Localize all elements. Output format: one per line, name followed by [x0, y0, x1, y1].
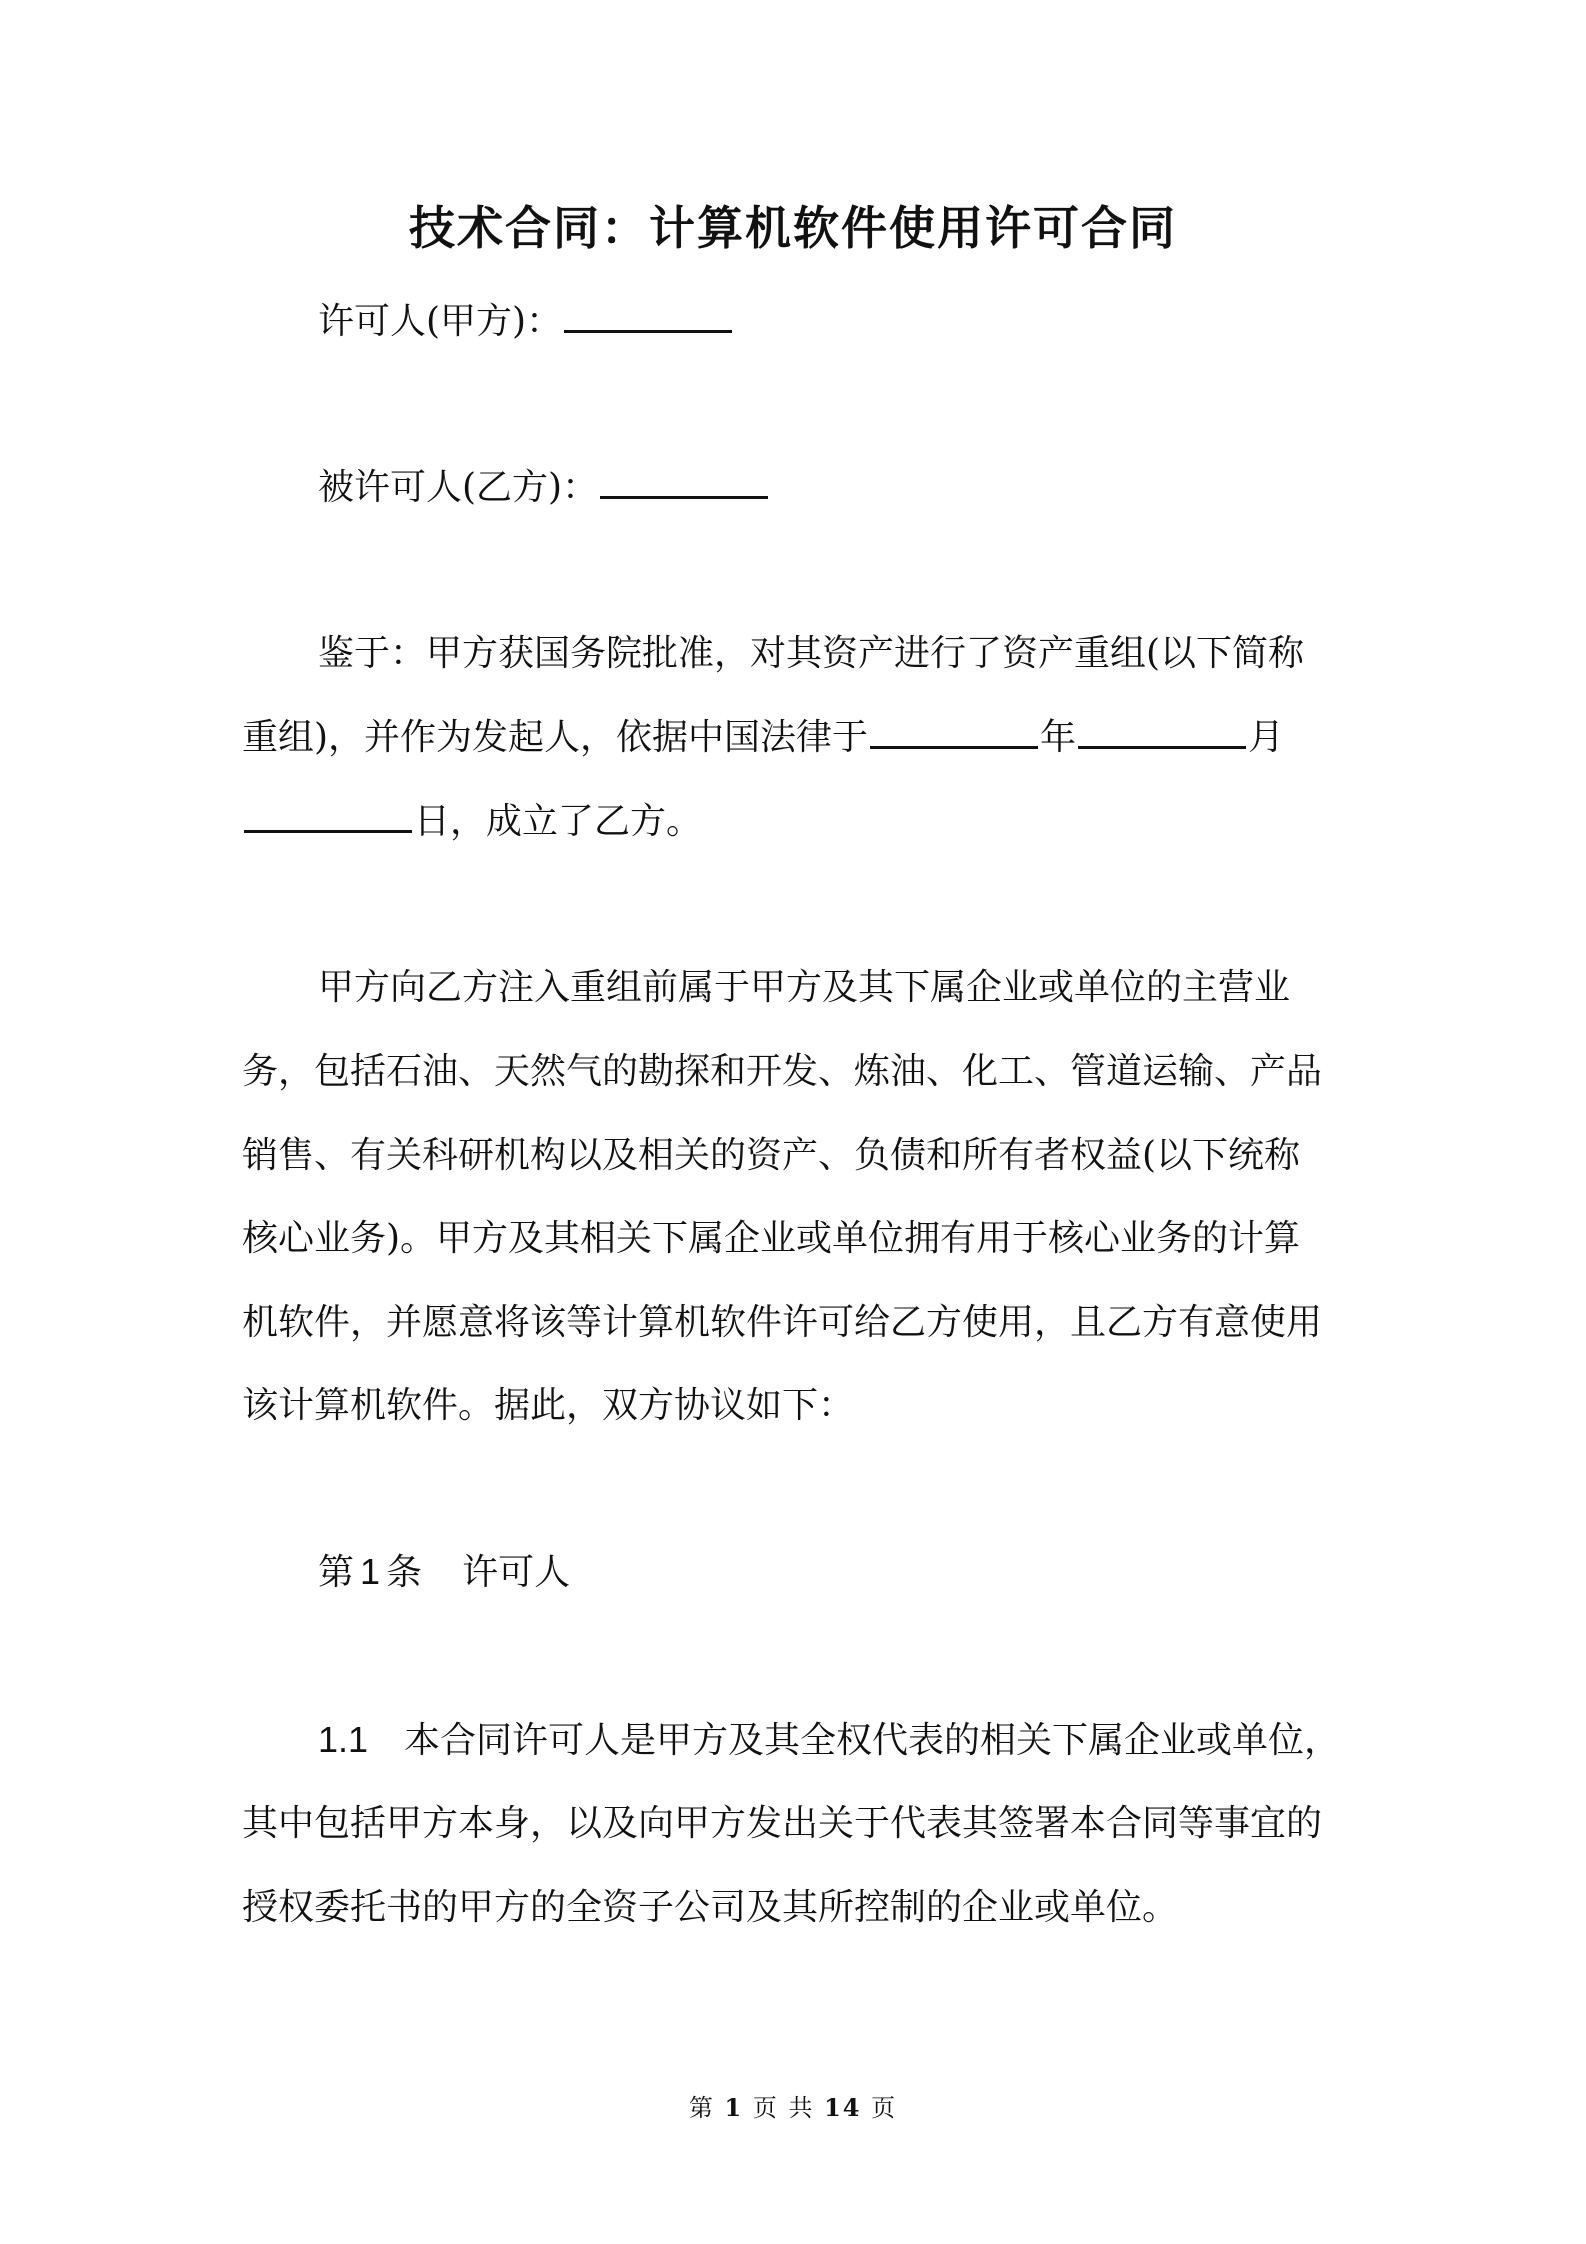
recital-line-2	[242, 714, 1362, 762]
article-1-heading	[318, 1548, 1438, 1597]
day-blank[interactable]	[244, 800, 412, 833]
footer-prefix: 第	[688, 2094, 715, 2122]
licensor-line	[318, 298, 1438, 346]
paragraph-line: 甲方向乙方注入重组前属于甲方及其下属企业或单位的主营业	[318, 967, 1291, 1008]
clause-number: 1.1	[318, 1719, 369, 1760]
paragraph-line: 务，包括石油、天然气的勘探和开发、炼油、化工、管道运输、产品	[242, 1051, 1323, 1092]
article-suffix: 条	[386, 1552, 423, 1593]
article-prefix: 第	[318, 1552, 355, 1593]
clause-1-1-line-3: 授权委托书的甲方的全资子公司及其所控制的企业或单位。	[242, 1887, 1179, 1928]
paragraph-line: 机软件，并愿意将该等计算机软件许可给乙方使用，且乙方有意使用	[242, 1302, 1323, 1343]
paragraph-line: 核心业务)。甲方及其相关下属企业或单位拥有用于核心业务的计算	[242, 1218, 1301, 1259]
article-title: 许可人	[462, 1552, 571, 1593]
licensee-blank[interactable]	[600, 466, 768, 499]
page-total: 14	[824, 2093, 862, 2122]
recital-text-a: 重组)，并作为发起人，依据中国法律于	[242, 717, 869, 758]
paragraph-line: 该计算机软件。据此，双方协议如下：	[242, 1385, 855, 1426]
paragraph-line: 销售、有关科研机构以及相关的资产、负债和所有者权益(以下统称	[242, 1135, 1301, 1176]
clause-1-1-line-1	[318, 1716, 1438, 1765]
month-label: 月	[1248, 717, 1285, 758]
month-blank[interactable]	[1078, 716, 1246, 749]
recital-text-c: 日，成立了乙方。	[414, 801, 703, 842]
year-label: 年	[1040, 717, 1077, 758]
document-title: 技术合同：计算机软件使用许可合同	[409, 201, 1177, 255]
footer-suffix: 页	[871, 2094, 898, 2122]
clause-1-1-line-2: 其中包括甲方本身，以及向甲方发出关于代表其签署本合同等事宜的	[242, 1803, 1323, 1844]
page-footer	[0, 2092, 1586, 2124]
licensee-line	[318, 464, 1438, 512]
article-number: 1	[360, 1551, 381, 1592]
page-number: 1	[724, 2093, 744, 2122]
footer-middle: 页 共	[752, 2094, 815, 2122]
year-blank[interactable]	[870, 716, 1038, 749]
licensor-blank[interactable]	[564, 300, 732, 333]
recital-line-3	[242, 798, 1362, 846]
licensee-label: 被许可人(乙方)：	[318, 467, 599, 508]
clause-text: 本合同许可人是甲方及其全权代表的相关下属企业或单位，	[404, 1720, 1341, 1761]
licensor-label: 许可人(甲方)：	[318, 301, 563, 342]
recital-line-1: 鉴于：甲方获国务院批准，对其资产进行了资产重组(以下简称	[318, 633, 1305, 674]
